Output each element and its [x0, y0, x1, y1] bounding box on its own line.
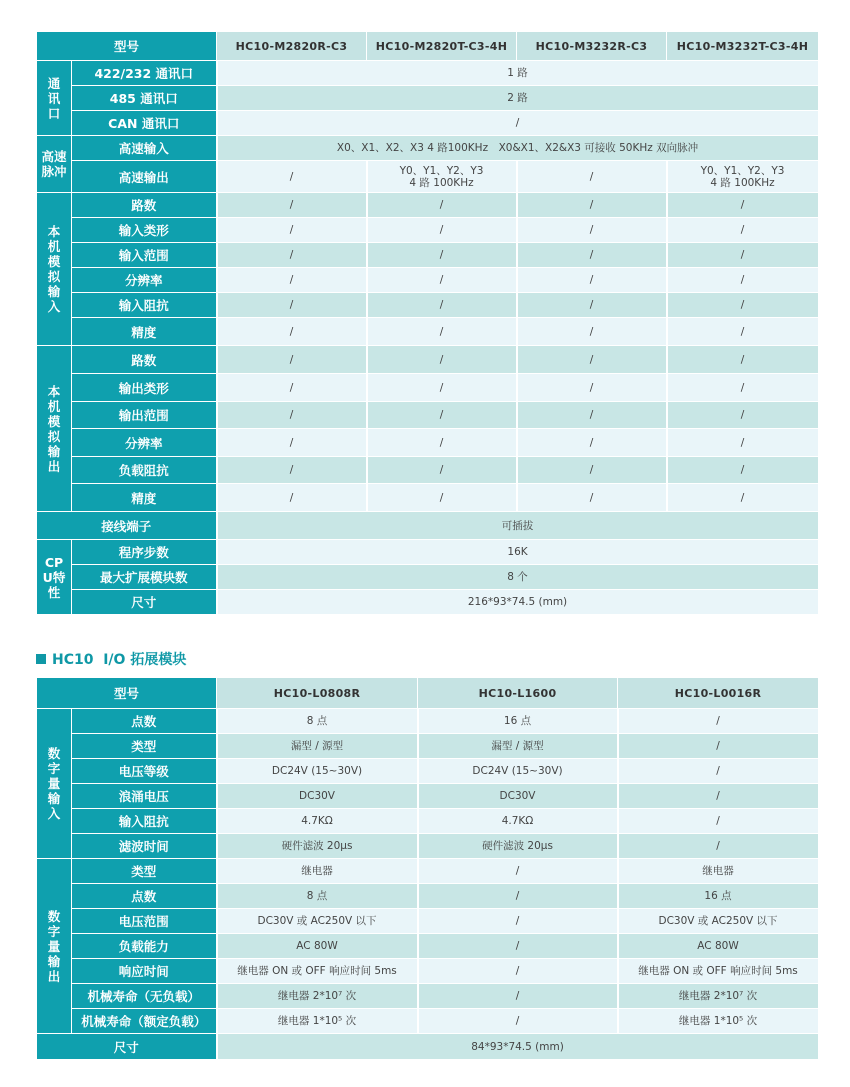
row-value: / [667, 218, 819, 243]
row-value: / [217, 318, 367, 346]
row-value: / [618, 834, 819, 859]
row-value: 84*93*74.5 (mm) [217, 1034, 819, 1060]
row-value: 硬件滤波 20μs [418, 834, 618, 859]
row-value: / [367, 193, 517, 218]
table-row [37, 909, 819, 934]
row-value: / [667, 268, 819, 293]
table-header-row [37, 32, 819, 61]
row-value: 16 点 [618, 884, 819, 909]
table-row [37, 86, 819, 111]
row-value: / [367, 429, 517, 457]
table-row [37, 734, 819, 759]
group-label-do [37, 859, 72, 1034]
group-label-text: 本机模拟输入 [47, 224, 61, 314]
row-label: 负载能力 [72, 934, 217, 959]
row-value: / [367, 218, 517, 243]
model-name: HC10-L0016R [618, 678, 819, 709]
table-row [37, 243, 819, 268]
row-label: 分辨率 [72, 429, 217, 457]
row-value: DC30V [217, 784, 418, 809]
row-label: 尺寸 [72, 590, 217, 615]
row-label: 输入阻抗 [72, 293, 217, 318]
row-value: / [667, 293, 819, 318]
row-label: 程序步数 [72, 540, 217, 565]
row-value: 继电器 ON 或 OFF 响应时间 5ms [217, 959, 418, 984]
table-row [37, 111, 819, 136]
group-label-ai [37, 193, 72, 346]
row-value: 16K [217, 540, 819, 565]
row-label: 输入范围 [72, 243, 217, 268]
row-value: / [618, 809, 819, 834]
table-row [37, 161, 819, 193]
table-row [37, 61, 819, 86]
group-label-ao [37, 346, 72, 512]
row-label: 电压等级 [72, 759, 217, 784]
row-value: / [517, 293, 667, 318]
model-header: 型号 [37, 32, 217, 61]
row-value: / [217, 243, 367, 268]
section-title [36, 650, 186, 668]
row-value: 16 点 [418, 709, 618, 734]
row-value: / [367, 293, 517, 318]
row-label: 尺寸 [37, 1034, 217, 1060]
table-row [37, 984, 819, 1009]
model-name: HC10-M2820R-C3 [217, 32, 367, 61]
row-value: / [517, 268, 667, 293]
row-value: / [217, 429, 367, 457]
row-value: / [517, 457, 667, 484]
row-value: 8 点 [217, 884, 418, 909]
row-value: / [418, 909, 618, 934]
row-value: 8 点 [217, 709, 418, 734]
row-value: 硬件滤波 20μs [217, 834, 418, 859]
group-label-cpu [37, 540, 72, 615]
model-header: 型号 [37, 678, 217, 709]
row-value: 216*93*74.5 (mm) [217, 590, 819, 615]
row-value: / [217, 268, 367, 293]
group-label-text: CPU特性 [42, 554, 66, 600]
table-row [37, 934, 819, 959]
table-row [37, 512, 819, 540]
row-value: 继电器 2*10⁷ 次 [618, 984, 819, 1009]
row-value: DC30V 或 AC250V 以下 [217, 909, 418, 934]
row-label: 响应时间 [72, 959, 217, 984]
row-value: DC24V (15~30V) [217, 759, 418, 784]
table-row [37, 218, 819, 243]
row-label: 最大扩展模块数 [72, 565, 217, 590]
row-value: 4.7KΩ [418, 809, 618, 834]
row-value: / [367, 402, 517, 429]
row-label: 接线端子 [37, 512, 217, 540]
row-label: 机械寿命（无负载） [72, 984, 217, 1009]
row-label: 485 通讯口 [72, 86, 217, 111]
row-value: 继电器 2*10⁷ 次 [217, 984, 418, 1009]
row-value: / [217, 402, 367, 429]
row-label: 点数 [72, 709, 217, 734]
row-value: 漏型 / 源型 [418, 734, 618, 759]
row-value: Y0、Y1、Y2、Y3 4 路 100KHz [367, 161, 517, 193]
row-label: CAN 通讯口 [72, 111, 217, 136]
row-label: 滤波时间 [72, 834, 217, 859]
row-value: 继电器 [217, 859, 418, 884]
row-value: 2 路 [217, 86, 819, 111]
table-row [37, 268, 819, 293]
section-title-text: HC10 I/O 拓展模块 [52, 652, 187, 668]
table-row [37, 402, 819, 429]
row-value: / [418, 984, 618, 1009]
row-label: 高速输入 [72, 136, 217, 161]
row-value: / [418, 934, 618, 959]
row-value: 4.7KΩ [217, 809, 418, 834]
row-value: / [217, 484, 367, 512]
row-value: / [217, 111, 819, 136]
table-row [37, 374, 819, 402]
row-value: / [667, 243, 819, 268]
row-value: AC 80W [618, 934, 819, 959]
row-label: 路数 [72, 193, 217, 218]
row-value: / [217, 218, 367, 243]
group-label-comm [37, 61, 72, 136]
row-value: / [517, 429, 667, 457]
table-row [37, 590, 819, 615]
row-value: / [618, 759, 819, 784]
group-label-text: 高速脉冲 [41, 149, 67, 179]
table-row [37, 784, 819, 809]
row-value: / [517, 484, 667, 512]
row-value: / [618, 734, 819, 759]
table-header-row [37, 678, 819, 709]
row-label: 点数 [72, 884, 217, 909]
table-row [37, 834, 819, 859]
table-row [37, 1034, 819, 1060]
row-value: / [367, 318, 517, 346]
table-row [37, 457, 819, 484]
row-value: / [217, 293, 367, 318]
row-value: / [367, 346, 517, 374]
row-value: / [618, 709, 819, 734]
row-label: 电压范围 [72, 909, 217, 934]
row-value: 1 路 [217, 61, 819, 86]
table-row [37, 1009, 819, 1034]
row-value: / [517, 346, 667, 374]
row-value: / [517, 193, 667, 218]
row-value: / [667, 457, 819, 484]
row-label: 机械寿命（额定负载） [72, 1009, 217, 1034]
model-name: HC10-L0808R [217, 678, 418, 709]
row-value: 继电器 1*10⁵ 次 [618, 1009, 819, 1034]
row-value: Y0、Y1、Y2、Y3 4 路 100KHz [667, 161, 819, 193]
row-value: / [217, 374, 367, 402]
model-name: HC10-M3232R-C3 [517, 32, 667, 61]
row-value: DC30V 或 AC250V 以下 [618, 909, 819, 934]
row-label: 422/232 通讯口 [72, 61, 217, 86]
row-value: / [217, 346, 367, 374]
group-label-hs [37, 136, 72, 193]
row-label: 输出类形 [72, 374, 217, 402]
row-value: AC 80W [217, 934, 418, 959]
row-value: / [517, 374, 667, 402]
row-label: 浪涌电压 [72, 784, 217, 809]
row-value: / [667, 193, 819, 218]
table-row [37, 884, 819, 909]
io-module-spec-table [36, 677, 820, 1060]
row-value: / [367, 484, 517, 512]
row-label: 输入阻抗 [72, 809, 217, 834]
row-value: / [367, 457, 517, 484]
row-label: 类型 [72, 734, 217, 759]
group-label-di [37, 709, 72, 859]
group-label-text: 数字量输出 [47, 908, 61, 984]
row-value: / [367, 243, 517, 268]
model-name: HC10-L1600 [418, 678, 618, 709]
row-value: / [418, 884, 618, 909]
row-label: 类型 [72, 859, 217, 884]
row-label: 负载阻抗 [72, 457, 217, 484]
row-value: / [517, 243, 667, 268]
row-value: 漏型 / 源型 [217, 734, 418, 759]
row-label: 精度 [72, 484, 217, 512]
table-row [37, 293, 819, 318]
table-row [37, 759, 819, 784]
row-value: DC24V (15~30V) [418, 759, 618, 784]
table-row [37, 709, 819, 734]
row-label: 输出范围 [72, 402, 217, 429]
row-value: 继电器 ON 或 OFF 响应时间 5ms [618, 959, 819, 984]
row-value: / [618, 784, 819, 809]
row-value: / [667, 374, 819, 402]
row-value: / [217, 161, 367, 193]
row-value: / [367, 374, 517, 402]
model-name: HC10-M2820T-C3-4H [367, 32, 517, 61]
table-row [37, 346, 819, 374]
table-row [37, 565, 819, 590]
table-row [37, 193, 819, 218]
row-value: / [517, 218, 667, 243]
row-value: / [667, 402, 819, 429]
plc-spec-table [36, 31, 820, 615]
row-label: 分辨率 [72, 268, 217, 293]
row-value: X0、X1、X2、X3 4 路100KHz X0&X1、X2&X3 可接收 50KHz 双向脉冲 [217, 136, 819, 161]
table-row [37, 136, 819, 161]
row-value: / [517, 161, 667, 193]
group-label-text: 数字量输入 [47, 746, 61, 821]
row-label: 高速输出 [72, 161, 217, 193]
table-row [37, 318, 819, 346]
group-label-text: 通讯口 [47, 75, 61, 121]
row-value: / [667, 484, 819, 512]
row-value: / [418, 959, 618, 984]
row-value: 继电器 1*10⁵ 次 [217, 1009, 418, 1034]
row-value: / [418, 1009, 618, 1034]
row-label: 路数 [72, 346, 217, 374]
table-row [37, 429, 819, 457]
row-label: 输入类形 [72, 218, 217, 243]
row-value: / [517, 318, 667, 346]
table-row [37, 959, 819, 984]
row-value: 继电器 [618, 859, 819, 884]
row-value: / [418, 859, 618, 884]
table-row [37, 859, 819, 884]
bullet-square-icon [36, 654, 46, 664]
row-value: / [667, 318, 819, 346]
row-label: 精度 [72, 318, 217, 346]
model-name: HC10-M3232T-C3-4H [667, 32, 819, 61]
row-value: / [667, 346, 819, 374]
table-row [37, 809, 819, 834]
table-row [37, 484, 819, 512]
row-value: / [217, 457, 367, 484]
group-label-text: 本机模拟输出 [47, 383, 61, 474]
table-row [37, 540, 819, 565]
row-value: / [217, 193, 367, 218]
row-value: DC30V [418, 784, 618, 809]
row-value: 8 个 [217, 565, 819, 590]
row-value: / [367, 268, 517, 293]
row-value: 可插拔 [217, 512, 819, 540]
row-value: / [517, 402, 667, 429]
row-value: / [667, 429, 819, 457]
